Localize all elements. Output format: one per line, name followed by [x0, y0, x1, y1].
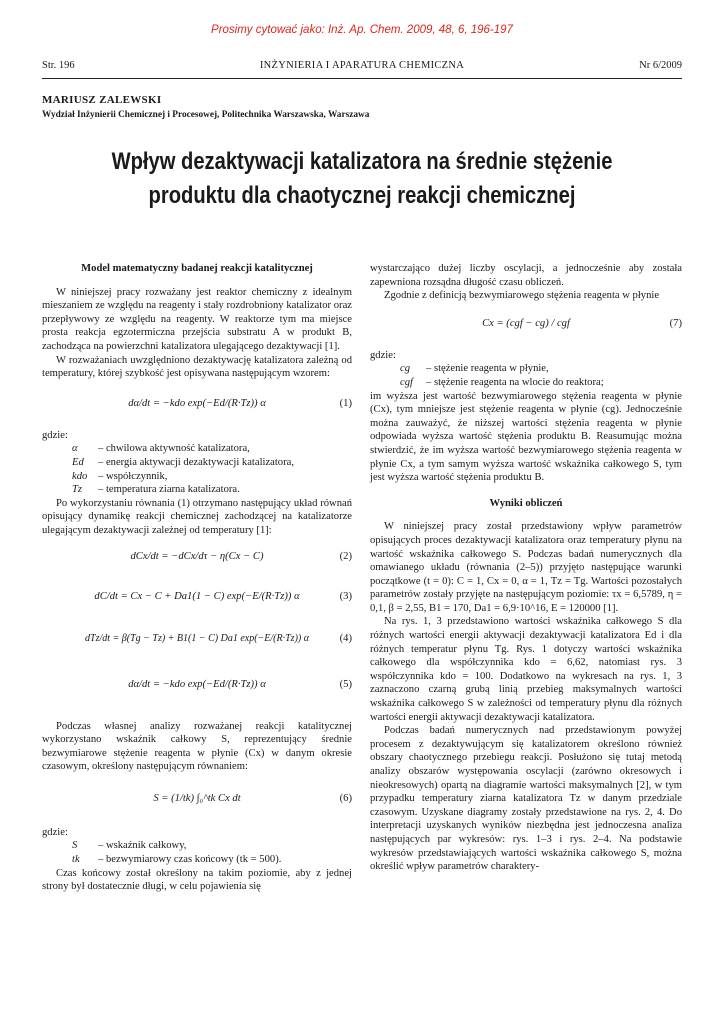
- section-heading-results: Wyniki obliczeń: [489, 497, 563, 509]
- equation-body: S = (1/tk) ∫₀^tk Cx dt: [153, 792, 241, 804]
- equation-body: Cx = (cgf − cg) / cgf: [482, 317, 570, 329]
- symbol-desc: – współczynnik,: [98, 470, 168, 482]
- symbol-list: [370, 362, 682, 389]
- symbol: cg: [400, 363, 410, 375]
- symbol: kdo: [72, 470, 88, 482]
- symbol-row: [370, 362, 682, 376]
- equation-number: (2): [339, 550, 352, 562]
- equation-number: (6): [339, 792, 352, 804]
- paragraph: W niniejszej pracy rozważany jest reaktor chemiczny z idealnym mieszaniem ze względu na reagenty i stały rozdrobniony katalizator oraz przepływowy ze względu na reagenty. W reaktorze tym ma miejsce prosta reakcja egzotermiczna przejścia substratu A w produkt B, zachodząca na powierzchni katalizatora ulegającego dezaktywacji [1].: [42, 286, 352, 352]
- symbol: Tz: [72, 484, 83, 496]
- section-heading-model: Model matematyczny badanej reakcji katalitycznej: [81, 263, 313, 274]
- equation-body: dα/dt = −kdo exp(−Ed/(R·Tz)) α: [128, 397, 266, 409]
- equation-body: dα/dt = −kdo exp(−Ed/(R·Tz)) α: [128, 678, 266, 690]
- symbol-desc: – temperatura ziarna katalizatora.: [98, 484, 240, 496]
- symbol-row: [42, 470, 352, 484]
- right-column: [370, 262, 682, 874]
- where-label: gdzie:: [42, 826, 68, 838]
- where-label: gdzie:: [42, 429, 68, 441]
- symbol-desc: – energia aktywacji dezaktywacji katalizatora,: [98, 456, 294, 468]
- equation-number: (7): [669, 317, 682, 329]
- equation-4: [42, 618, 352, 664]
- symbol-desc: – stężenie reagenta na wlocie do reaktora;: [426, 376, 604, 388]
- paragraph: Po wykorzystaniu równania (1) otrzymano następujący układ równań opisujący dynamikę reakcji chemicznej zachodzącej na katalizatorze ulegającym dezaktywacji zależnej od temperatury [1]:: [42, 497, 352, 536]
- equation-number: (4): [339, 632, 352, 644]
- issue-number: Nr 6/2009: [639, 60, 682, 71]
- paragraph: im wyższa jest wartość bezwymiarowego stężenia reagenta w płynie (Cx), tym mniejsze jest stężenie reagenta w płynie (cg). Jednocześnie można zauważyć, że niższej wartości stężenia reagenta w płynie odpowiada wyższa wartość stężenia produktu B. Reasumując można stwierdzić, że im wyższa wartość bezwymiarowego stężenia reagenta w płynie Cx, a tym samym wyższa wartość wskaźnika całkowego S, tym jest wyższa wartość stężenia produktu B.: [370, 390, 682, 484]
- symbol-desc: – chwilowa aktywność katalizatora,: [98, 443, 250, 455]
- equation-number: (1): [339, 397, 352, 409]
- title-line-2: produktu dla chaotycznej reakcji chemicznej: [148, 182, 576, 209]
- symbol: cgf: [400, 376, 413, 388]
- journal-name: INŻYNIERIA I APARATURA CHEMICZNA: [259, 60, 465, 71]
- symbol-desc: – bezwymiarowy czas końcowy (tk = 500).: [98, 854, 282, 866]
- running-header: [42, 60, 682, 76]
- symbol-list: [42, 442, 352, 496]
- equation-1: [42, 381, 352, 429]
- header-rule: [42, 78, 682, 79]
- paragraph: W rozważaniach uwzględniono dezaktywację katalizatora zależną od temperatury, której szybkość jest opisywana następującym wzorem:: [42, 354, 352, 380]
- paragraph: Czas końcowy został określony na takim poziomie, aby z jednej strony był dostatecznie długi, w celu pojawienia się: [42, 867, 352, 893]
- paper-title: [83, 145, 641, 213]
- paragraph: Podczas badań numerycznych nad przedstawionym powyżej procesem z dezaktywującym się katalizatorem określono również obszary chaotycznego przebiegu reakcji. Posłużono się tutaj metodą analizy obszarów występowania oscylacji (zarówno okresowych i nieokresowych) opartą na diagramie wartości maksymalnych [2], w tym przypadku temperatury ziarna katalizatora Tz w danym przedziale czasowym. Uzyskane diagramy zostały przedstawione na rys. 2, 4. Do interpretacji uzyskanych wyników niezbędna jest jednoczesna analiza następujących par wykresów: rys. 1–3 i rys. 2–4. Na podstawie wykresów przedstawiających wartości wskaźnika całkowego S, można określić wpływ parametrów charaktery-: [370, 725, 682, 873]
- equation-6: [42, 774, 352, 826]
- paragraph: W niniejszej pracy został przedstawiony wpływ parametrów opisujących proces dezaktywacji katalizatora oraz temperatury płynu na wartość wskaźnika całkowego S. Podczas badań numerycznych dla omawianego układu (równania (2–5)) przyjęto następujące warunki początkowe (t = 0): C = 1, Cx = 0, α = 1, Tz = Tg. Wartości pozostałych parametrów zostały przyjęte na następującym poziomie: τx = 6,5789, η = 0,1, β = 2,55, B1 = 170, Da1 = 6,9·10^16, E = 120000 [1].: [370, 521, 682, 614]
- symbol: Ed: [72, 456, 84, 468]
- citation-note: Prosimy cytować jako: Inż. Ap. Chem. 2009, 48, 6, 196-197: [211, 24, 513, 36]
- author-name: MARIUSZ ZALEWSKI: [42, 94, 162, 106]
- title-line-1: Wpływ dezaktywacji katalizatora na średnie stężenie: [111, 148, 613, 175]
- equation-body: dCx/dt = −dCx/dτ − η(Cx − C): [130, 550, 264, 562]
- equation-3: [42, 578, 352, 618]
- paragraph: Zgodnie z definicją bezwymiarowego stężenia reagenta w płynie: [384, 290, 660, 302]
- symbol-row: [42, 442, 352, 456]
- paragraph: wystarczająco dużej liczby oscylacji, a jednocześnie aby została zapewniona rozsądna długość czasu obliczeń.: [370, 263, 682, 288]
- symbol-row: [370, 376, 682, 390]
- affiliation: Wydział Inżynierii Chemicznej i Procesowej, Politechnika Warszawska, Warszawa: [42, 110, 370, 120]
- symbol-desc: – stężenie reagenta w płynie,: [426, 363, 549, 375]
- symbol-desc: – wskaźnik całkowy,: [98, 840, 187, 852]
- symbol-row: [42, 839, 352, 853]
- equation-7: [370, 303, 682, 349]
- page-number: Str. 196: [42, 60, 75, 71]
- symbol: α: [72, 443, 78, 455]
- equation-body: dTz/dt = β(Tg − Tz) + B1(1 − C) Da1 exp(−E/(R·Tz)) α: [85, 632, 309, 644]
- symbol: tk: [72, 854, 80, 866]
- equation-5: [42, 664, 352, 712]
- paragraph: Na rys. 1, 3 przedstawiono wartości wskaźnika całkowego S dla różnych wartości energii aktywacji dezaktywacji katalizatora Ed i dla różnych temperatur płynu Tg. Rys. 1 dotyczy wartości wskaźnika całkowego dla współczynnika kdo = 6,62, natomiast rys. 3 współczynnika kdo = 100. Dodatkowo na wykresach na rys. 1, 3 zaznaczono czarną grubą linią przebieg maksymalnych wartości wskaźnika całkowego S w zależności od temperatury płynu dla różnych wartości energii aktywacji dezaktywacji katalizatora.: [370, 616, 682, 723]
- paragraph: Podczas własnej analizy rozważanej reakcji katalitycznej wykorzystano wskaźnik całkowy S, reprezentujący średnie bezwymiarowe stężenie reagenta w płynie (Cx) w danym okresie czasowym, określony następującym równaniem:: [42, 720, 352, 773]
- symbol-row: [42, 456, 352, 470]
- equation-2: [42, 538, 352, 578]
- symbol-list: [42, 839, 352, 866]
- symbol: S: [72, 840, 78, 852]
- symbol-row: [42, 853, 352, 867]
- equation-number: (5): [339, 678, 352, 690]
- symbol-row: [42, 483, 352, 497]
- equation-body: dC/dt = Cx − C + Da1(1 − C) exp(−E/(R·Tz)) α: [94, 590, 300, 602]
- where-label: gdzie:: [370, 349, 396, 361]
- left-column: [42, 262, 352, 894]
- equation-number: (3): [339, 590, 352, 602]
